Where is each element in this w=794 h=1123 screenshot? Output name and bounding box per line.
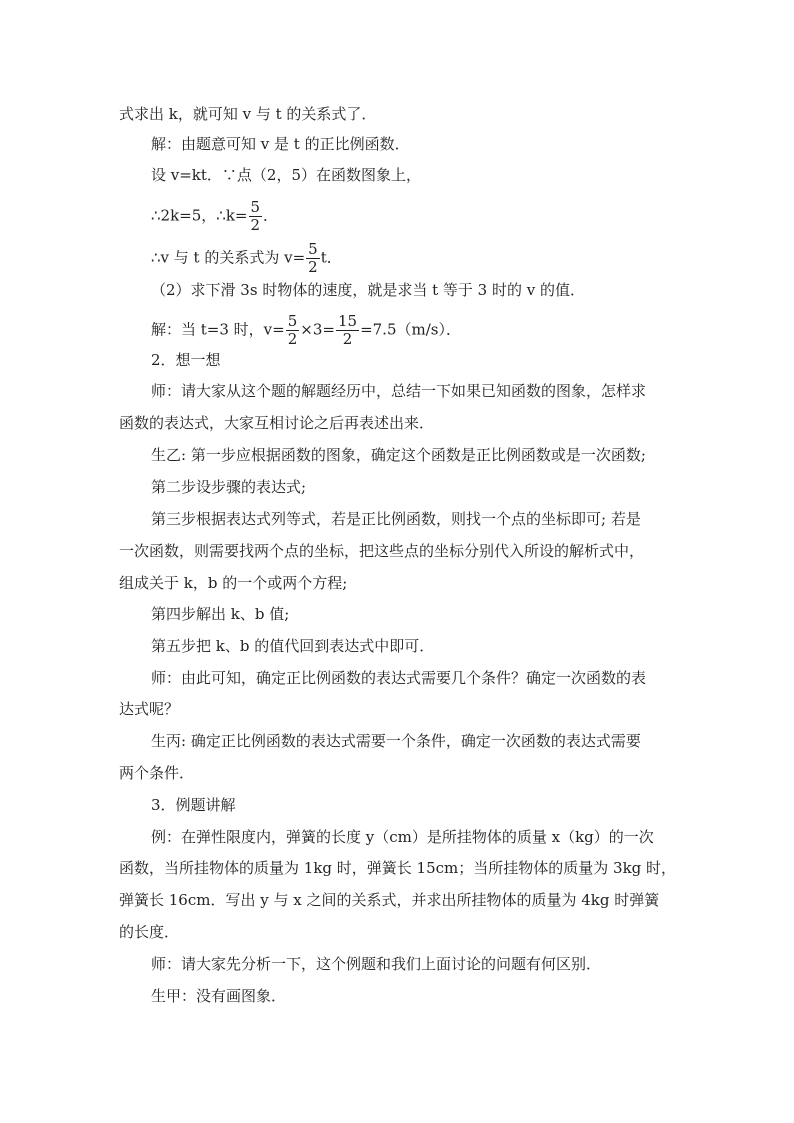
fraction-numerator: 5	[308, 240, 318, 258]
fraction-denominator: 2	[287, 330, 298, 348]
text-line: 设 v=kt．∵点（2，5）在函数图象上，	[151, 166, 422, 184]
text-line: 生丙: 确定正比例函数的表达式需要一个条件，确定一次函数的表达式需要	[151, 732, 641, 750]
text-line: 例：在弹性限度内，弹簧的长度 y（cm）是所挂物体的质量 x（kg）的一次	[151, 828, 654, 846]
equation-text: t．	[320, 248, 342, 267]
text-line: （2）求下滑 3s 时物体的速度，就是求当 t 等于 3 时的 v 的值．	[151, 281, 585, 299]
fraction-numerator: 5	[287, 312, 298, 330]
fraction	[286, 313, 300, 348]
text-line: 生甲：没有画图象．	[151, 987, 287, 1005]
text-line: 组成关于 k，b 的一个或两个方程;	[119, 574, 348, 592]
fraction	[336, 313, 359, 348]
text-line: 一次函数，则需要找两个点的坐标，把这些点的坐标分别代入所设的解析式中，	[119, 542, 645, 560]
fraction-denominator: 2	[342, 330, 353, 348]
equation-text: 解：当 t=3 时，v=	[151, 320, 285, 339]
equation-text: ∴2k=5，∴k=	[151, 206, 248, 225]
text-line: 第四步解出 k、b 值;	[151, 605, 290, 623]
fraction	[249, 199, 263, 234]
text-line: 师：由此可知，确定正比例函数的表达式需要几个条件？确定一次函数的表	[151, 669, 647, 687]
equation-line	[151, 199, 278, 234]
equation-text: ∴v 与 t 的关系式为 v=	[151, 248, 306, 267]
text-line: 第三步根据表达式列等式，若是正比例函数，则找一个点的坐标即可; 若是	[151, 510, 641, 528]
text-line: 函数，当所挂物体的质量为 1kg 时，弹簧长 15cm；当所挂物体的质量为 3kg 时，	[119, 859, 677, 877]
fraction-denominator: 2	[308, 258, 318, 276]
equation-text: ×3=	[300, 320, 335, 339]
equation-line	[151, 313, 461, 348]
text-line: 师：请大家从这个题的解题经历中，总结一下如果已知函数的图象，怎样求	[151, 382, 647, 400]
fraction	[306, 241, 320, 276]
text-line: 第二步设步骤的表达式;	[151, 478, 307, 496]
section-heading: 2．想一想	[151, 351, 221, 369]
text-line: 式求出 k，就可知 v 与 t 的关系式了．	[119, 105, 377, 123]
text-line: 弹簧长 16cm．写出 y 与 x 之间的关系式，并求出所挂物体的质量为 4kg 时弹簧	[119, 891, 660, 909]
text-line: 的长度．	[119, 923, 180, 941]
equation-line	[151, 241, 342, 276]
fraction-numerator: 15	[337, 312, 358, 330]
text-line: 两个条件．	[119, 764, 195, 782]
text-line: 函数的表达式，大家互相讨论之后再表述出来．	[119, 414, 435, 432]
section-heading: 3．例题讲解	[151, 796, 236, 814]
text-line: 师：请大家先分析一下，这个例题和我们上面讨论的问题有何区别．	[151, 955, 602, 973]
fraction-numerator: 5	[250, 198, 261, 216]
equation-text: ．	[263, 206, 279, 225]
fraction-denominator: 2	[250, 216, 261, 234]
text-line: 达式呢？	[119, 700, 180, 718]
text-line: 第五步把 k、b 的值代回到表达式中即可．	[151, 637, 435, 655]
text-line: 解：由题意可知 v 是 t 的正比例函数．	[151, 135, 410, 153]
equation-text: =7.5（m/s）．	[360, 320, 461, 339]
text-line: 生乙: 第一步应根据函数的图象，确定这个函数是正比例函数或是一次函数;	[151, 446, 646, 464]
